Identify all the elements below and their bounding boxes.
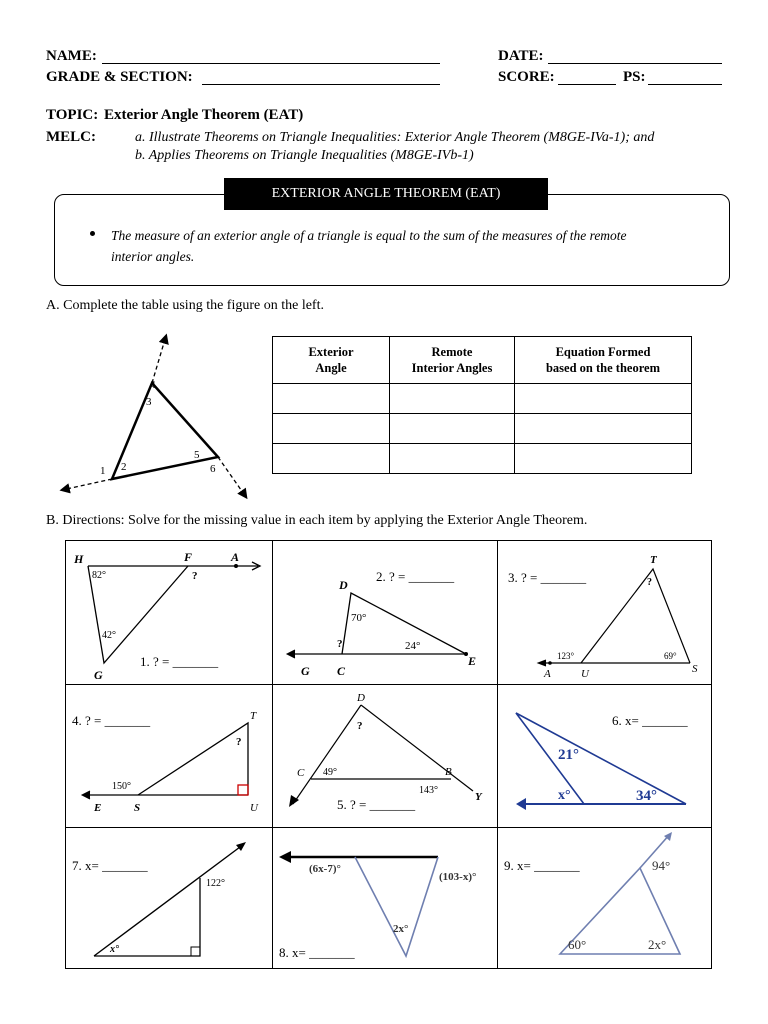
- problem-5: [272, 684, 498, 828]
- svg-text:82°: 82°: [92, 570, 106, 581]
- svg-text:143°: 143°: [419, 785, 438, 796]
- svg-text:T: T: [650, 554, 657, 566]
- name-field[interactable]: [102, 63, 440, 64]
- table-cell[interactable]: [273, 444, 390, 474]
- answer-7[interactable]: 7. x= _______: [72, 858, 148, 873]
- table-cell[interactable]: [515, 444, 692, 474]
- problem-4: [65, 684, 273, 828]
- svg-text:?: ?: [236, 736, 242, 748]
- answer-6[interactable]: 6. x= _______: [612, 713, 688, 728]
- theorem-banner: EXTERIOR ANGLE THEOREM (EAT): [224, 178, 548, 210]
- table-cell[interactable]: [273, 414, 390, 444]
- triangle: [112, 383, 218, 479]
- svg-text:S: S: [692, 663, 698, 675]
- svg-text:C: C: [337, 664, 346, 678]
- grade-label: GRADE & SECTION:: [46, 69, 193, 85]
- date-label: DATE:: [498, 48, 544, 64]
- header-equation: Equation Formed based on the theorem: [515, 337, 692, 384]
- ray-left: [62, 479, 112, 490]
- answer-9[interactable]: 9. x= _______: [504, 858, 580, 873]
- svg-text:S: S: [134, 802, 141, 814]
- score-field[interactable]: [558, 84, 616, 85]
- svg-text:2x°: 2x°: [648, 937, 667, 952]
- svg-text:A: A: [544, 668, 551, 680]
- problem-8: [272, 827, 498, 969]
- header-exterior-angle: Exterior Angle: [273, 337, 390, 384]
- answer-3[interactable]: 3. ? = _______: [508, 570, 587, 585]
- problem-9: [497, 827, 712, 969]
- table-cell[interactable]: [390, 384, 515, 414]
- svg-text:34°: 34°: [636, 788, 657, 804]
- table-cell[interactable]: [390, 444, 515, 474]
- date-field[interactable]: [548, 63, 722, 64]
- answer-1[interactable]: 1. ? = _______: [140, 654, 219, 669]
- melc-line-a: a. Illustrate Theorems on Triangle Inequalities: Exterior Angle Theorem (M8GE-IVa-1); and: [135, 130, 655, 145]
- header-remote-interior: Remote Interior Angles: [390, 337, 515, 384]
- theorem-line-1: The measure of an exterior angle of a triangle is equal to the sum of the measures of the remote: [111, 228, 627, 243]
- fig-label-3: 3: [146, 396, 152, 408]
- table-cell[interactable]: [273, 384, 390, 414]
- svg-text:21°: 21°: [558, 747, 579, 763]
- ray-up: [152, 336, 166, 383]
- table-cell[interactable]: [515, 414, 692, 444]
- svg-text:G: G: [301, 664, 310, 678]
- answer-2[interactable]: 2. ? = _______: [376, 569, 455, 584]
- svg-text:D: D: [357, 692, 365, 704]
- svg-text:H: H: [74, 552, 84, 566]
- name-label: NAME:: [46, 48, 97, 64]
- svg-text:Y: Y: [475, 791, 482, 803]
- svg-text:69°: 69°: [664, 651, 677, 661]
- topic-label: TOPIC:: [46, 107, 99, 123]
- svg-text:F: F: [184, 550, 193, 564]
- problem-grid: [65, 540, 712, 969]
- problem-3: [497, 540, 712, 685]
- fig-label-5: 5: [194, 449, 200, 461]
- topic-value: Exterior Angle Theorem (EAT): [104, 107, 304, 123]
- problem-2: [272, 540, 498, 685]
- svg-text:G: G: [94, 668, 103, 682]
- svg-text:D: D: [339, 578, 348, 592]
- svg-text:122°: 122°: [206, 878, 225, 889]
- svg-text:U: U: [581, 668, 589, 680]
- problem-1: [65, 540, 273, 685]
- svg-text:?: ?: [192, 570, 198, 582]
- svg-text:?: ?: [647, 577, 652, 588]
- score-label: SCORE:: [498, 69, 555, 85]
- svg-text:?: ?: [337, 638, 343, 650]
- fig-label-6: 6: [210, 463, 216, 475]
- problem-7: [65, 827, 273, 969]
- svg-text:E: E: [94, 802, 102, 814]
- answer-4[interactable]: 4. ? = _______: [72, 713, 151, 728]
- svg-text:E: E: [468, 654, 477, 668]
- ray-right: [218, 457, 246, 497]
- section-a-table: [272, 336, 692, 474]
- svg-text:T: T: [250, 710, 257, 722]
- section-a-figure: [50, 328, 260, 504]
- grade-field[interactable]: [202, 84, 440, 85]
- svg-text:x°: x°: [110, 944, 119, 955]
- bullet-icon: [90, 231, 95, 236]
- svg-text:U: U: [250, 802, 258, 814]
- svg-text:94°: 94°: [652, 858, 671, 873]
- fig-label-2: 2: [121, 461, 127, 473]
- svg-text:(6x-7)°: (6x-7)°: [309, 863, 341, 875]
- svg-text:x°: x°: [558, 788, 571, 803]
- table-cell[interactable]: [515, 384, 692, 414]
- problem-6: [497, 684, 712, 828]
- ps-field[interactable]: [648, 84, 722, 85]
- svg-text:(103-x)°: (103-x)°: [439, 871, 477, 883]
- melc-label: MELC:: [46, 129, 96, 145]
- melc-line-b: b. Applies Theorems on Triangle Inequalities (M8GE-IVb-1): [135, 148, 474, 163]
- section-a-instruction: A. Complete the table using the figure on the left.: [46, 298, 324, 313]
- ps-label: PS:: [623, 69, 646, 85]
- svg-text:49°: 49°: [323, 767, 337, 778]
- answer-8[interactable]: 8. x= _______: [279, 945, 355, 960]
- theorem-line-2: interior angles.: [111, 249, 195, 264]
- svg-text:70°: 70°: [351, 612, 367, 624]
- svg-text:60°: 60°: [568, 937, 587, 952]
- svg-text:?: ?: [357, 720, 363, 732]
- table-cell[interactable]: [390, 414, 515, 444]
- svg-text:C: C: [297, 767, 305, 779]
- answer-5[interactable]: 5. ? = _______: [337, 797, 416, 812]
- svg-text:A: A: [231, 550, 240, 564]
- section-b-instruction: B. Directions: Solve for the missing value in each item by applying the Exterior Angle Theorem.: [46, 513, 588, 528]
- svg-text:42°: 42°: [102, 630, 116, 641]
- svg-text:B: B: [445, 766, 452, 778]
- svg-text:123°: 123°: [557, 651, 575, 661]
- svg-text:150°: 150°: [112, 781, 131, 792]
- svg-text:2x°: 2x°: [393, 923, 409, 935]
- fig-label-1: 1: [100, 465, 106, 477]
- svg-text:24°: 24°: [405, 640, 421, 652]
- fig-label-4: 4: [150, 379, 156, 391]
